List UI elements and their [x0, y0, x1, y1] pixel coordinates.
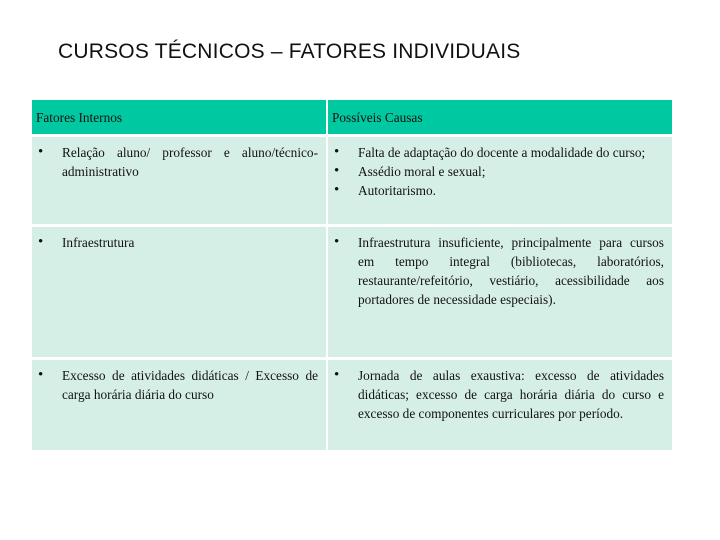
table-row: [32, 226, 672, 359]
factors-table: [32, 100, 672, 450]
causes-cell: [327, 226, 672, 359]
internal-factor-cell: [32, 136, 327, 226]
cause-item: • Assédio moral e sexual;: [332, 162, 664, 181]
cause-item: • Autoritarismo.: [332, 181, 664, 200]
cause-item: • Jornada de aulas exaustiva: excesso de atividades didáticas; excesso de carga horária diária do curso e excesso de componentes curriculares por período.: [332, 366, 664, 423]
internal-factor-item: • Excesso de atividades didáticas / Excesso de carga horária diária do curso: [36, 366, 318, 404]
cause-item: • Falta de adaptação do docente a modalidade do curso;: [332, 143, 664, 162]
cause-item: • Infraestrutura insuficiente, principalmente para cursos em tempo integral (bibliotecas, laboratórios, restaurante/refeitório, vestiário, acessibilidade aos portadores de necessidade especiais).: [332, 233, 664, 309]
page-title: CURSOS TÉCNICOS – FATORES INDIVIDUAIS: [58, 40, 521, 63]
header-possible-causes: Possíveis Causas: [327, 100, 672, 136]
table-header-row: [32, 100, 672, 136]
table-row: [32, 359, 672, 451]
internal-factor-cell: [32, 226, 327, 359]
internal-factor-cell: [32, 359, 327, 451]
header-internal-factors: Fatores Internos: [32, 100, 327, 136]
table-row: [32, 136, 672, 226]
causes-cell: [327, 136, 672, 226]
causes-cell: [327, 359, 672, 451]
internal-factor-item: • Infraestrutura: [36, 233, 318, 252]
internal-factor-item: • Relação aluno/ professor e aluno/técnico-administrativo: [36, 143, 318, 181]
